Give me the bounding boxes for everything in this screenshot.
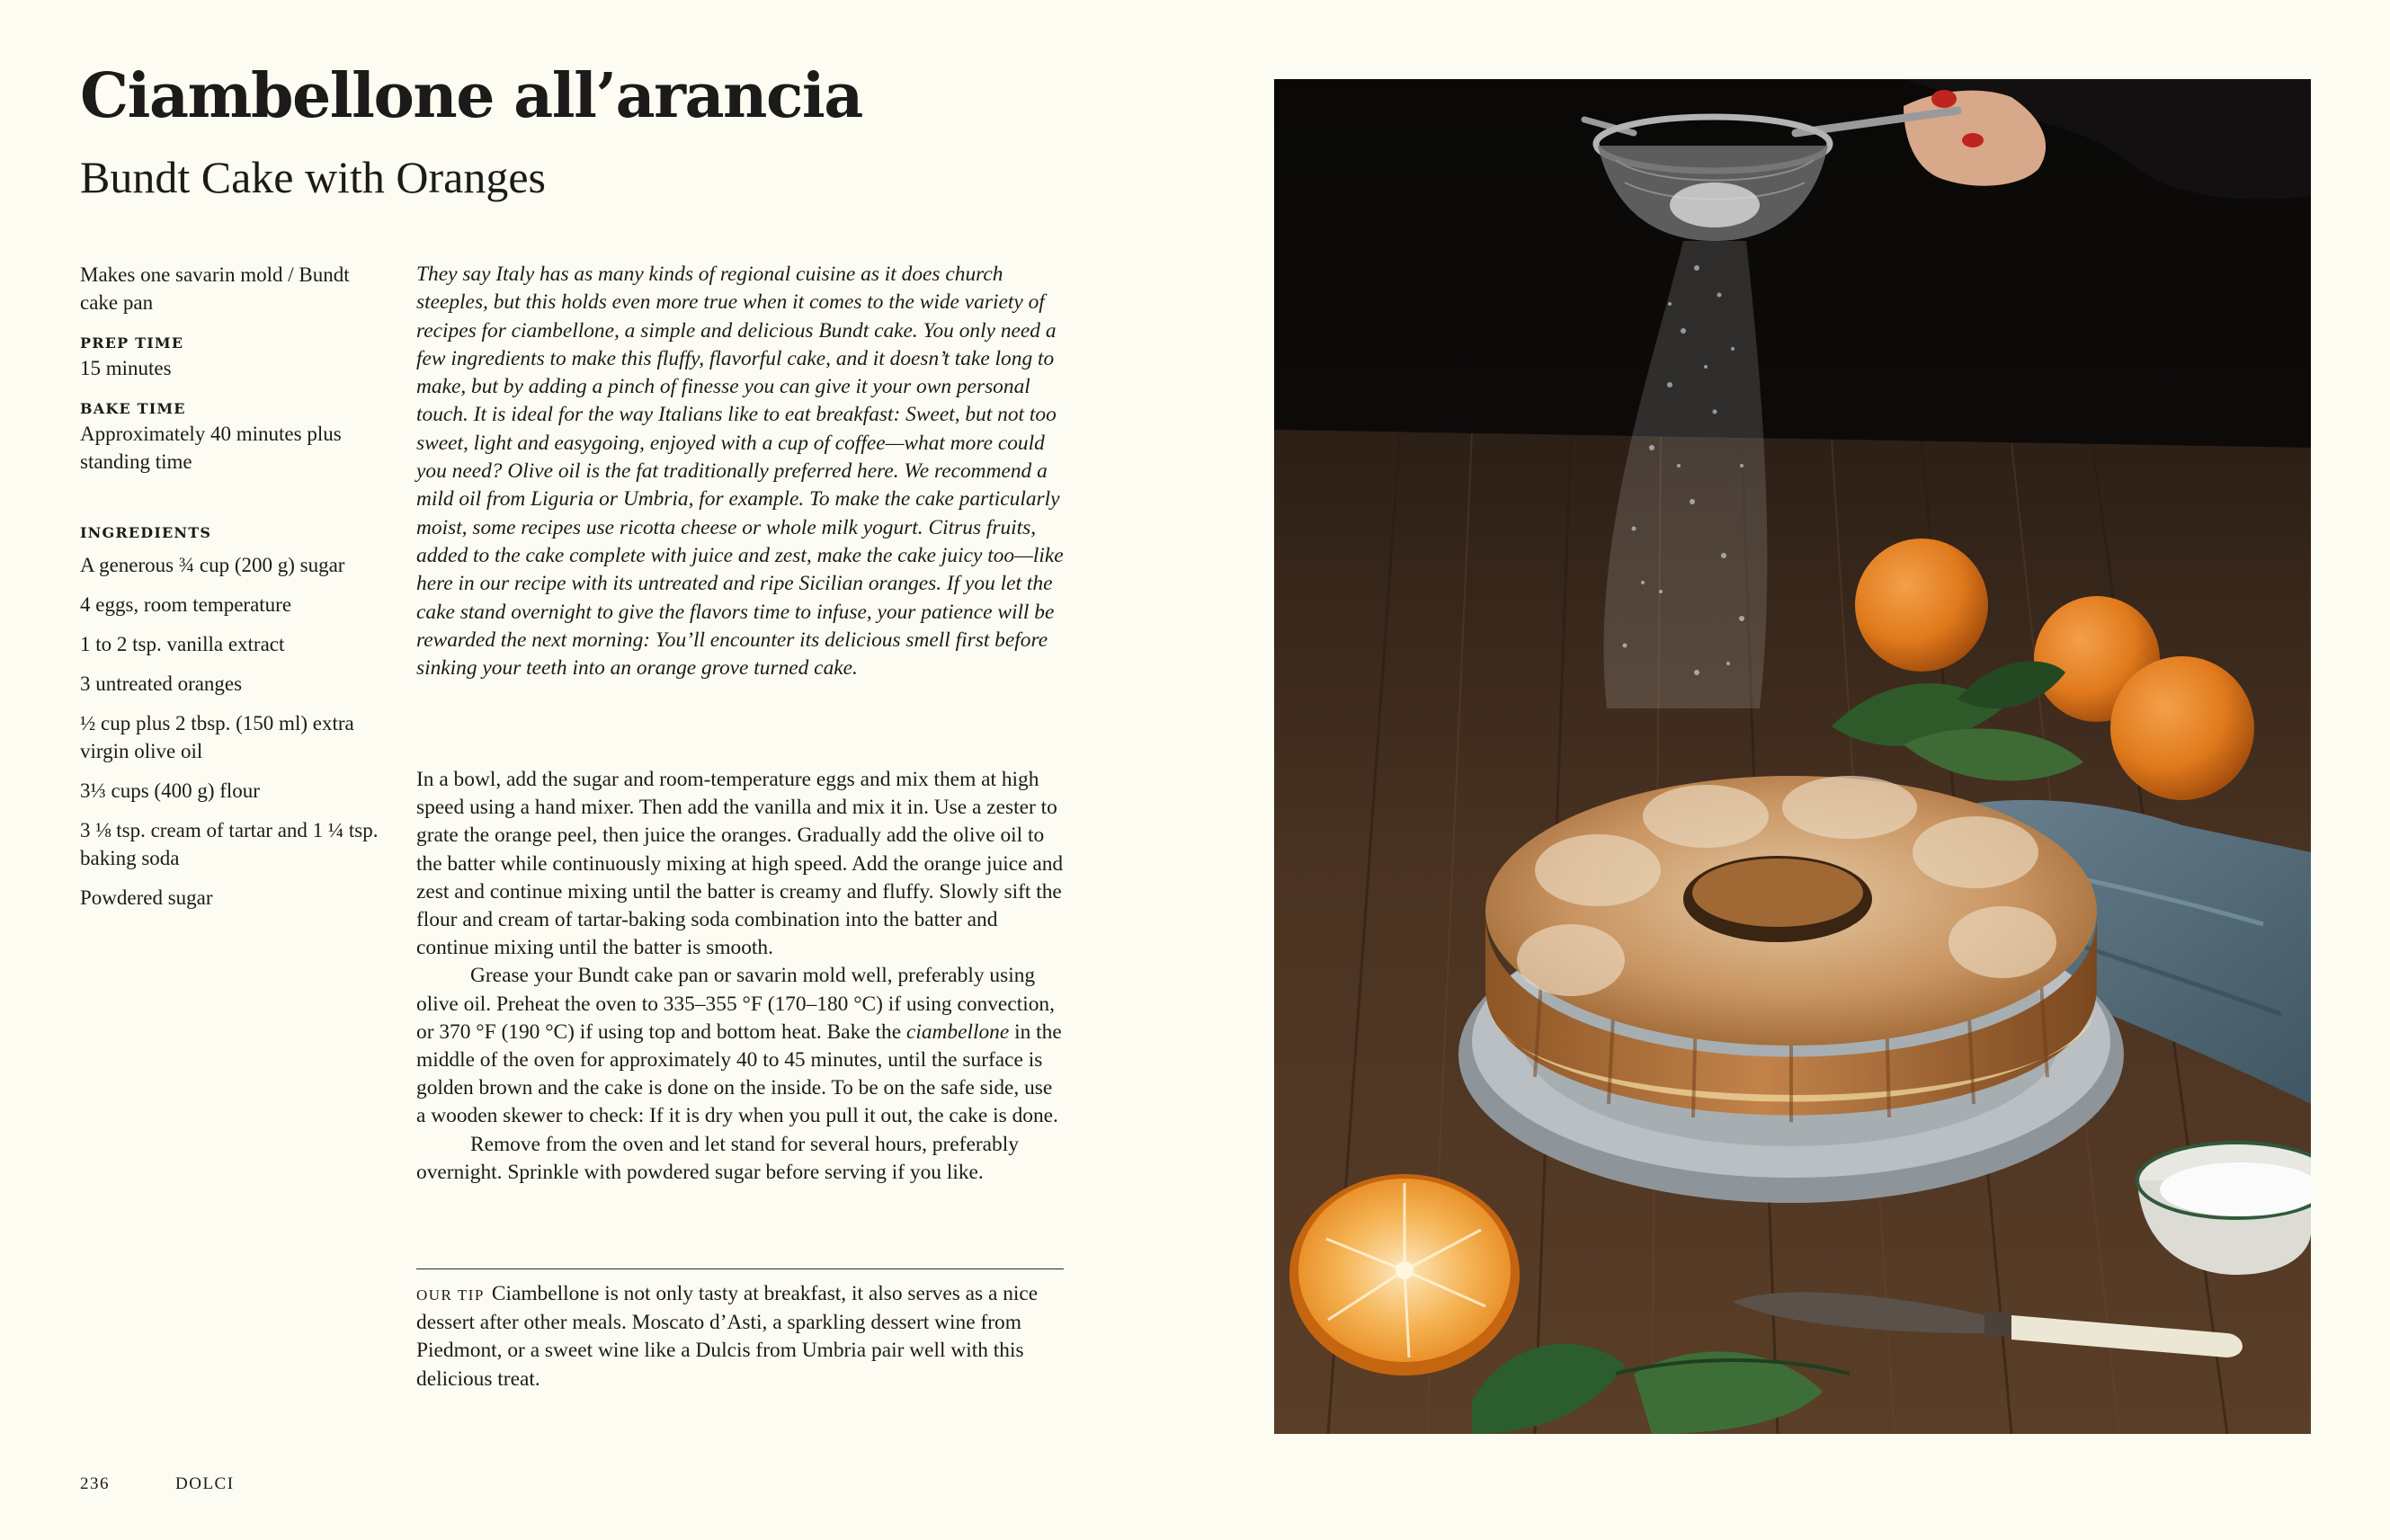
method-step-part: Grease your Bundt cake pan or savarin mold well, preferably using olive oil. Preheat the oven to 335–355 °F (170–180 °C) if using convection, or 370 °F (190 °C) if using top and bottom heat. Bake the	[416, 964, 1055, 1044]
method-text	[416, 766, 1064, 1187]
bake-time-label: BAKE TIME	[80, 400, 186, 417]
ingredient-item: 3 untreated oranges	[80, 672, 243, 695]
tip-text: Ciambellone is not only tasty at breakfast, it also serves as a nice dessert after other meals. Moscato d’Asti, a sparkling dessert wine from Piedmont, or a sweet wine like a Dulcis from Umbria pair well with this delicious treat.	[416, 1282, 1039, 1391]
yield-text: Makes one savarin mold / Bundt cake pan	[80, 263, 350, 314]
bake-time-value: Approximately 40 minutes plus standing time	[80, 423, 342, 473]
recipe-title: Ciambellone all’arancia	[80, 60, 862, 132]
method-step: Remove from the oven and let stand for several hours, preferably overnight. Sprinkle with powdered sugar before serving if you like.	[416, 1132, 1019, 1184]
prep-time-value: 15 minutes	[80, 357, 172, 379]
ingredient-item: 3 ⅛ tsp. cream of tartar and 1 ¼ tsp. baking soda	[80, 819, 379, 869]
recipe-meta	[80, 261, 390, 923]
ingredients-list	[80, 551, 390, 912]
ingredient-item: 4 eggs, room temperature	[80, 593, 292, 616]
ingredient-item: 1 to 2 tsp. vanilla extract	[80, 633, 285, 655]
method-step: In a bowl, add the sugar and room-temperature eggs and mix them at high speed using a hand mixer. Then add the vanilla and mix it in. Use a zester to grate the orange peel, then juice the oranges. Gradually add the olive oil to the batter while continuously mixing at high speed. Add the orange juice and zest and continue mixing until the batter is creamy and fluffy. Slowly sift the flour and cream of tartar-baking soda combination into the batter and continue mixing until the batter is smooth.	[416, 768, 1064, 960]
ingredient-item: ½ cup plus 2 tbsp. (150 ml) extra virgin olive oil	[80, 712, 354, 762]
method-step-part: in the middle of the oven for approximately 40 to 45 minutes, until the surface is golden brown and the cake is done on the inside. To be on the safe side, use a wooden skewer to check: If it is dry when you pull it out, the cake is done.	[416, 1019, 1062, 1128]
ingredient-item: A generous ¾ cup (200 g) sugar	[80, 554, 345, 576]
page-number: 236	[80, 1474, 110, 1493]
ingredient-item: Powdered sugar	[80, 886, 213, 909]
recipe-subtitle: Bundt Cake with Oranges	[80, 152, 546, 202]
tip-label: OUR TIP	[416, 1286, 485, 1304]
ingredient-item: 3⅓ cups (400 g) flour	[80, 779, 260, 802]
cake-photo	[1274, 79, 2311, 1434]
prep-time-label: PREP TIME	[80, 334, 184, 352]
method-step	[416, 962, 1064, 1130]
our-tip-box	[416, 1268, 1064, 1393]
ingredients-label: INGREDIENTS	[80, 524, 212, 541]
intro-paragraph: They say Italy has as many kinds of regional cuisine as it does church steeples, but this holds even more true when it comes to the wide variety of recipes for ciambellone, a simple and delicious Bundt cake. You only need a few ingredients to make this fluffy, flavorful cake, and it doesn’t take long to make, but by adding a pinch of finesse you can give it your own personal touch. It is ideal for the way Italians like to eat breakfast: Sweet, but not too sweet, light and easygoing, enjoyed with a cup of coffee—what more could you need? Olive oil is the fat traditionally preferred here. We recommend a mild oil from Liguria or Umbria, for example. To make the cake particularly moist, some recipes use ricotta cheese or whole milk yogurt. Citrus fruits, added to the cake complete with juice and zest, make the cake juicy too—like here in our recipe with its untreated and ripe Sicilian oranges. If you let the cake stand overnight to give the flavors time to infuse, your patience will be rewarded the next morning: You’ll encounter its delicious smell first before sinking your teeth into an orange grove turned cake.	[416, 263, 1064, 681]
section-name: DOLCI	[175, 1474, 235, 1493]
method-step-emphasis: ciambellone	[905, 1019, 1010, 1044]
